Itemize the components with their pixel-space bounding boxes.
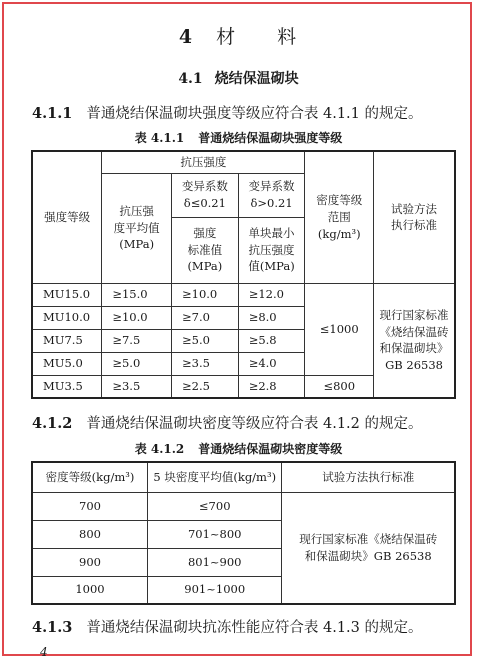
cell-average: ≥3.5 bbox=[102, 375, 172, 398]
cell-density-grade: 900 bbox=[32, 548, 147, 576]
cell-grade: MU5.0 bbox=[32, 352, 102, 375]
caption-title: 普通烧结保温砌块强度等级 bbox=[198, 131, 343, 145]
cell-minimum: ≥4.0 bbox=[238, 352, 305, 375]
header-strength-grade: 强度等级 bbox=[32, 151, 102, 283]
section-title: 烧结保温砌块 bbox=[214, 71, 299, 87]
clause-number: 4.1.2 bbox=[32, 415, 73, 432]
cell-density-grade: 1000 bbox=[32, 576, 147, 604]
cell-average: ≥15.0 bbox=[102, 283, 172, 306]
cell-density-grade: 800 bbox=[32, 520, 147, 548]
cell-average: ≥5.0 bbox=[102, 352, 172, 375]
cell-density-average: ≤700 bbox=[147, 492, 281, 520]
cell-grade: MU3.5 bbox=[32, 375, 102, 398]
table-4-1-1-caption bbox=[0, 129, 477, 146]
header-cv-high: 变异系数 δ>0.21 bbox=[238, 173, 305, 217]
section-number: 4.1 bbox=[178, 71, 203, 87]
caption-title: 普通烧结保温砌块密度等级 bbox=[198, 442, 343, 456]
header-density-average: 5 块密度平均值(kg/m³) bbox=[147, 462, 281, 492]
clause-number: 4.1.1 bbox=[32, 105, 73, 122]
chapter-heading bbox=[0, 22, 477, 49]
cell-density-average: 801~900 bbox=[147, 548, 281, 576]
cell-grade: MU15.0 bbox=[32, 283, 102, 306]
header-standard-value: 强度 标准值 (MPa) bbox=[172, 217, 239, 283]
chapter-title-part-1: 材 bbox=[216, 26, 238, 48]
header-cv-low: 变异系数 δ≤0.21 bbox=[172, 173, 239, 217]
cell-density-lower: ≤800 bbox=[305, 375, 374, 398]
cell-test-method: 现行国家标准 《烧结保温砖 和保温砌块》 GB 26538 bbox=[374, 283, 455, 398]
cell-standard: ≥3.5 bbox=[172, 352, 239, 375]
clause-4-1-1 bbox=[32, 102, 423, 123]
strength-grade-table bbox=[31, 150, 456, 399]
cell-average: ≥7.5 bbox=[102, 329, 172, 352]
header-density-grade: 密度等级(kg/m³) bbox=[32, 462, 147, 492]
chapter-title-part-2: 料 bbox=[277, 26, 299, 48]
cell-standard: ≥5.0 bbox=[172, 329, 239, 352]
header-test-method: 试验方法执行标准 bbox=[282, 462, 455, 492]
table-row bbox=[32, 283, 455, 306]
clause-4-1-3 bbox=[32, 616, 423, 637]
cell-density-average: 901~1000 bbox=[147, 576, 281, 604]
header-min-strength: 单块最小 抗压强度 值(MPa) bbox=[238, 217, 305, 283]
cell-average: ≥10.0 bbox=[102, 306, 172, 329]
cell-minimum: ≥8.0 bbox=[238, 306, 305, 329]
cell-grade: MU10.0 bbox=[32, 306, 102, 329]
header-density-range: 密度等级 范围 (kg/m³) bbox=[305, 151, 374, 283]
page-number: 4 bbox=[40, 645, 48, 659]
cell-density-upper: ≤1000 bbox=[305, 283, 374, 375]
header-test-method: 试验方法 执行标准 bbox=[374, 151, 455, 283]
cell-grade: MU7.5 bbox=[32, 329, 102, 352]
section-heading bbox=[0, 68, 477, 88]
clause-number: 4.1.3 bbox=[32, 619, 73, 636]
caption-number: 表 4.1.2 bbox=[134, 442, 185, 456]
cell-test-method: 现行国家标准《烧结保温砖 和保温砌块》GB 26538 bbox=[282, 492, 455, 604]
cell-minimum: ≥5.8 bbox=[238, 329, 305, 352]
header-average-strength: 抗压强 度平均值 (MPa) bbox=[102, 173, 172, 283]
density-grade-table bbox=[31, 461, 456, 605]
table-4-1-2-caption bbox=[0, 440, 477, 457]
cell-density-average: 701~800 bbox=[147, 520, 281, 548]
cell-standard: ≥10.0 bbox=[172, 283, 239, 306]
caption-number: 表 4.1.1 bbox=[134, 131, 185, 145]
cell-standard: ≥2.5 bbox=[172, 375, 239, 398]
chapter-number: 4 bbox=[178, 26, 195, 48]
table-row bbox=[32, 492, 455, 520]
clause-4-1-2 bbox=[32, 412, 423, 433]
header-compressive-strength: 抗压强度 bbox=[102, 151, 305, 173]
cell-density-grade: 700 bbox=[32, 492, 147, 520]
cell-standard: ≥7.0 bbox=[172, 306, 239, 329]
clause-text: 普通烧结保温砌块抗冻性能应符合表 4.1.3 的规定。 bbox=[86, 620, 423, 636]
clause-text: 普通烧结保温砌块强度等级应符合表 4.1.1 的规定。 bbox=[86, 106, 423, 122]
cell-minimum: ≥12.0 bbox=[238, 283, 305, 306]
clause-text: 普通烧结保温砌块密度等级应符合表 4.1.2 的规定。 bbox=[86, 416, 423, 432]
cell-minimum: ≥2.8 bbox=[238, 375, 305, 398]
